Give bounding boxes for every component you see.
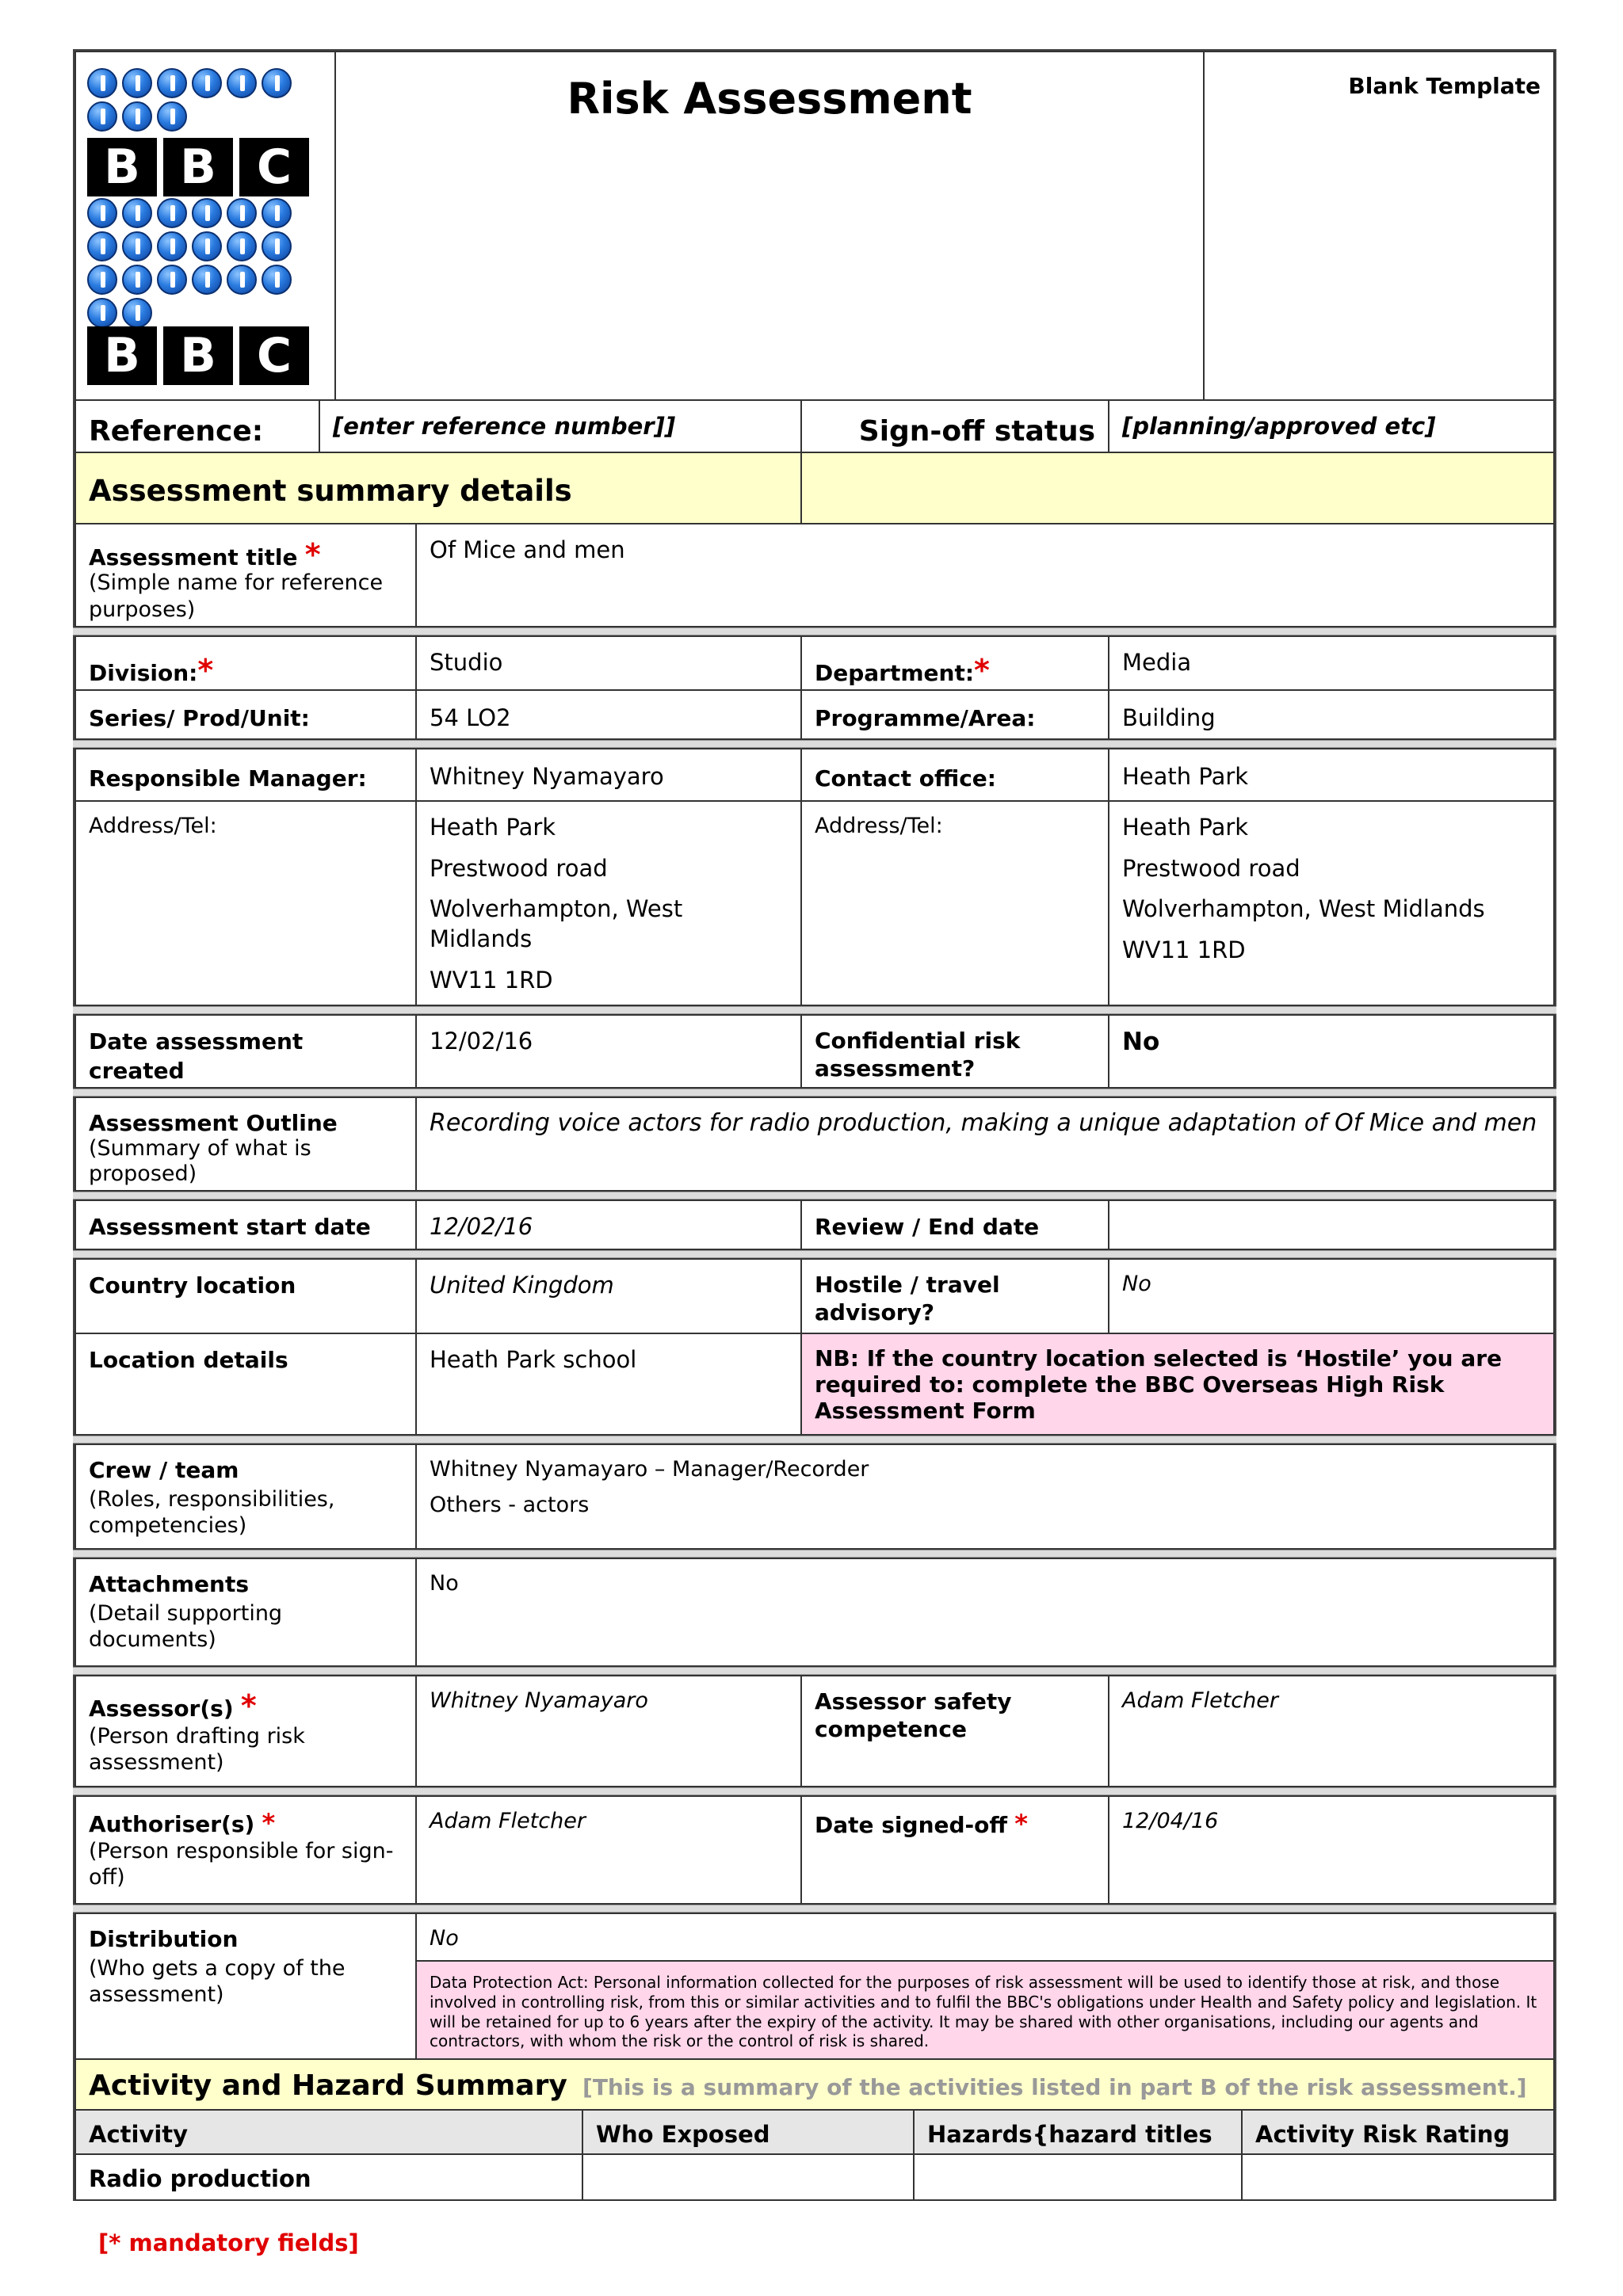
date-signed-label-cell [800, 1795, 1109, 1905]
activity-cell: Radio production [89, 2165, 311, 2192]
distribution-sub: (Who gets a copy of the assessment) [89, 1956, 346, 2008]
programme-label: Programme/Area: [815, 705, 1036, 731]
division-input[interactable] [415, 635, 802, 691]
mandatory-star: * [974, 653, 990, 688]
location-label-cell [74, 1333, 417, 1436]
assessor-competence-input[interactable] [1108, 1675, 1555, 1787]
address-line: Heath Park [1122, 814, 1249, 841]
contact-office-value: Heath Park [1122, 763, 1249, 790]
signoff-value: [planning/approved etc] [1122, 413, 1436, 440]
info-dot-icon [262, 231, 292, 261]
who-exposed-cell[interactable] [582, 2153, 915, 2201]
reference-value: [enter reference number]] [333, 413, 676, 440]
summary-heading-blank [800, 452, 1555, 524]
contact-office-label-cell [800, 748, 1109, 802]
assessor-label: Assessor(s) [89, 1695, 234, 1722]
assessment-title-label: Assessment title [89, 544, 298, 570]
assessor-competence-label: Assessor safety competence [815, 1688, 1012, 1742]
signoff-label-cell [800, 399, 1109, 453]
info-dot-icon [262, 265, 292, 295]
reference-label: Reference: [89, 415, 264, 448]
crew-sub: (Roles, responsibilities, competencies) [89, 1487, 335, 1539]
authoriser-label: Authoriser(s) [89, 1811, 255, 1837]
assessment-title-label-cell [74, 523, 417, 627]
distribution-label: Distribution [89, 1926, 239, 1952]
date-created-input[interactable] [415, 1014, 802, 1089]
hazards-cell[interactable] [913, 2153, 1243, 2201]
crew-line: Whitney Nyamayaro – Manager/Recorder [430, 1457, 869, 1482]
data-protection-text: Data Protection Act: Personal information collected for the purposes of risk assessment will be used to identify those at risk, and those involved in controlling risk, from this or similar activities and to fulfil the BBC's obligations under Health and Safety policy and legislation. It will be retained for up to 6 years after the expiry of the activity. It may be shared with other organisations, including our agents and contractors, with whom the risk or the control of risk is shared. [430, 1973, 1537, 2051]
bbc-logo-letter: B [163, 326, 233, 385]
attachments-label: Attachments [89, 1571, 250, 1597]
address-line: Prestwood road [430, 854, 608, 882]
row-divider [73, 1192, 1556, 1199]
info-dot-icon [192, 265, 222, 295]
hostile-input[interactable] [1108, 1258, 1555, 1334]
mandatory-star: * [304, 537, 321, 572]
outline-input[interactable] [415, 1097, 1555, 1192]
address-right-label: Address/Tel: [815, 814, 943, 838]
row-divider [73, 1550, 1556, 1558]
confidential-label-cell [800, 1014, 1109, 1089]
outline-sub: (Summary of what is proposed) [89, 1136, 311, 1187]
info-dot-icon [227, 265, 257, 295]
signoff-input[interactable] [1108, 399, 1555, 453]
crew-label: Crew / team [89, 1457, 239, 1483]
date-signed-label: Date signed-off [815, 1812, 1008, 1838]
hostile-note [800, 1333, 1555, 1436]
start-date-label-cell [74, 1199, 417, 1250]
assessor-value: Whitney Nyamayaro [430, 1688, 648, 1713]
attachments-input[interactable] [415, 1558, 1555, 1667]
assessor-label-cell [74, 1675, 417, 1787]
info-dot-icon [87, 101, 117, 132]
address-line: Wolverhampton, West Midlands [430, 895, 683, 953]
series-label-cell [74, 689, 417, 740]
mandatory-star: * [240, 1688, 257, 1723]
distribution-label-cell [74, 1913, 417, 2060]
authoriser-input[interactable] [415, 1795, 802, 1905]
info-dot-icon [157, 198, 187, 228]
manager-label-cell [74, 748, 417, 802]
info-dot-icon [157, 101, 187, 132]
date-created-label: Date assessment created [89, 1028, 304, 1085]
title-cell [334, 51, 1205, 401]
col-header-hazards [913, 2109, 1243, 2155]
address-line: WV11 1RD [1122, 936, 1246, 964]
bbc-logo-letter: C [239, 138, 309, 196]
authoriser-value: Adam Fletcher [430, 1809, 586, 1833]
bbc-logo-letter: B [163, 138, 233, 196]
info-dot-icon [227, 68, 257, 98]
date-created-label-cell [74, 1014, 417, 1089]
table-row[interactable] [74, 2153, 583, 2201]
attachments-value: No [430, 1571, 459, 1596]
template-label: Blank Template [1348, 73, 1541, 99]
authoriser-sub: (Person responsible for sign-off) [89, 1839, 394, 1890]
info-dot-icon [192, 231, 222, 261]
bbc-logo-letter: B [87, 138, 157, 196]
col-header-rating [1241, 2109, 1555, 2155]
info-dot-icon [122, 231, 152, 261]
review-date-input[interactable] [1108, 1199, 1555, 1250]
row-divider [73, 1667, 1556, 1675]
assessment-title-input[interactable] [415, 523, 1555, 627]
info-dot-icon [157, 231, 187, 261]
row-divider [73, 1787, 1556, 1795]
crew-label-cell [74, 1444, 417, 1550]
bbc-logo [87, 67, 325, 383]
address-line: Heath Park [430, 814, 556, 841]
manager-value: Whitney Nyamayaro [430, 763, 664, 790]
assessor-competence-value: Adam Fletcher [1122, 1688, 1278, 1713]
bbc-logo-letter: B [87, 326, 157, 385]
date-signed-value: 12/04/16 [1122, 1809, 1219, 1833]
confidential-value: No [1122, 1028, 1160, 1056]
assessment-title-sub: (Simple name for reference purposes) [89, 570, 384, 623]
activity-heading-cell [74, 2058, 1555, 2111]
info-dot-icon [227, 231, 257, 261]
info-dot-icon [87, 68, 117, 98]
programme-value: Building [1122, 704, 1216, 731]
row-divider [73, 627, 1556, 635]
address-left-input[interactable] [415, 800, 802, 1006]
country-label: Country location [89, 1272, 296, 1299]
info-dot-icon [157, 265, 187, 295]
division-value: Studio [430, 649, 503, 676]
page-title: Risk Assessment [567, 74, 972, 124]
col-header-label: Activity [89, 2121, 189, 2148]
department-value: Media [1122, 649, 1192, 676]
outline-label: Assessment Outline [89, 1110, 338, 1136]
start-date-value: 12/02/16 [430, 1213, 533, 1240]
department-label: Department: [815, 660, 975, 686]
review-date-label-cell [800, 1199, 1109, 1250]
manager-label: Responsible Manager: [89, 765, 367, 791]
attachments-label-cell [74, 1558, 417, 1667]
hostile-label: Hostile / travel advisory? [815, 1272, 1000, 1325]
info-dot-icon [87, 231, 117, 261]
bbc-logo-letter: C [239, 326, 309, 385]
date-created-value: 12/02/16 [430, 1028, 533, 1055]
col-header-label: Who Exposed [596, 2121, 770, 2148]
outline-value: Recording voice actors for radio production, making a unique adaptation of Of Mice and men [430, 1109, 1537, 1137]
summary-heading: Assessment summary details [89, 474, 572, 508]
info-dot-icon [192, 68, 222, 98]
info-dot-icon [262, 68, 292, 98]
division-label: Division: [89, 660, 198, 686]
info-dot-icon [122, 68, 152, 98]
risk-rating-cell[interactable] [1241, 2153, 1555, 2201]
template-cell [1203, 51, 1555, 401]
series-input[interactable] [415, 689, 802, 740]
hostile-note-text: NB: If the country location selected is ‘Hostile’ you are required to: complete the BBC Overseas High Risk Assessment Form [815, 1345, 1503, 1425]
info-dot-icon [192, 198, 222, 228]
info-dot-icon [122, 198, 152, 228]
info-dot-icon [262, 198, 292, 228]
crew-line: Others - actors [430, 1492, 590, 1517]
country-value: United Kingdom [430, 1272, 614, 1299]
row-divider [73, 1436, 1556, 1444]
row-divider [73, 1006, 1556, 1014]
address-line: Wolverhampton, West Midlands [1122, 895, 1485, 923]
distribution-value: No [430, 1926, 459, 1951]
mandatory-note: [* mandatory fields] [98, 2229, 359, 2256]
country-input[interactable] [415, 1258, 802, 1334]
col-header-who [582, 2109, 915, 2155]
attachments-sub: (Detail supporting documents) [89, 1601, 283, 1653]
assessor-competence-label-cell [800, 1675, 1109, 1787]
activity-heading: Activity and Hazard Summary [89, 2069, 567, 2102]
mandatory-star: * [197, 653, 214, 688]
distribution-input[interactable] [415, 1913, 1555, 1962]
programme-label-cell [800, 689, 1109, 740]
contact-office-label: Contact office: [815, 765, 996, 791]
start-date-input[interactable] [415, 1199, 802, 1250]
mandatory-star: * [262, 1808, 276, 1838]
address-line: Prestwood road [1122, 854, 1300, 882]
series-value: 54 LO2 [430, 704, 511, 731]
summary-heading-cell [74, 452, 802, 524]
department-input[interactable] [1108, 635, 1555, 691]
col-header-label: Hazards{hazard titles [927, 2121, 1212, 2148]
row-divider [73, 1250, 1556, 1258]
review-date-label: Review / End date [815, 1214, 1040, 1240]
row-divider [73, 1905, 1556, 1913]
location-input[interactable] [415, 1333, 802, 1436]
contact-office-input[interactable] [1108, 748, 1555, 802]
address-left-label-cell [74, 800, 417, 1006]
authoriser-label-cell [74, 1795, 417, 1905]
col-header-label: Activity Risk Rating [1255, 2121, 1510, 2148]
date-signed-input[interactable] [1108, 1795, 1555, 1905]
hostile-value: No [1122, 1272, 1151, 1296]
outline-label-cell [74, 1097, 417, 1192]
crew-input[interactable] [415, 1444, 1555, 1550]
reference-label-cell [74, 399, 320, 453]
row-divider [73, 740, 1556, 748]
info-dot-icon [87, 265, 117, 295]
assessor-input[interactable] [415, 1675, 802, 1787]
location-value: Heath Park school [430, 1346, 637, 1373]
location-label: Location details [89, 1347, 288, 1373]
reference-input[interactable] [319, 399, 802, 453]
series-label: Series/ Prod/Unit: [89, 705, 310, 731]
hostile-label-cell [800, 1258, 1109, 1334]
mandatory-star: * [1014, 1809, 1029, 1839]
address-line: WV11 1RD [430, 966, 553, 994]
signoff-label: Sign-off status [858, 415, 1095, 448]
address-right-input[interactable] [1108, 800, 1555, 1006]
info-dot-icon [122, 101, 152, 132]
info-dot-icon [87, 198, 117, 228]
info-dot-icon [227, 198, 257, 228]
col-header-activity [74, 2109, 583, 2155]
address-left-label: Address/Tel: [89, 814, 217, 838]
info-dot-icon [122, 265, 152, 295]
programme-input[interactable] [1108, 689, 1555, 740]
info-dot-icon [157, 68, 187, 98]
confidential-input[interactable] [1108, 1014, 1555, 1089]
address-right-label-cell [800, 800, 1109, 1006]
department-label-cell [800, 635, 1109, 691]
division-label-cell [74, 635, 417, 691]
assessment-title-value: Of Mice and men [430, 536, 625, 563]
start-date-label: Assessment start date [89, 1214, 371, 1240]
manager-input[interactable] [415, 748, 802, 802]
info-dot-icon [87, 298, 117, 328]
data-protection-notice [415, 1960, 1555, 2060]
info-dot-icon [122, 298, 152, 328]
row-divider [73, 1089, 1556, 1097]
activity-note: [This is a summary of the activities listed in part B of the risk assessment.] [582, 2074, 1527, 2100]
assessor-sub: (Person drafting risk assessment) [89, 1724, 305, 1775]
country-label-cell [74, 1258, 417, 1334]
confidential-label: Confidential risk assessment? [815, 1028, 1021, 1082]
